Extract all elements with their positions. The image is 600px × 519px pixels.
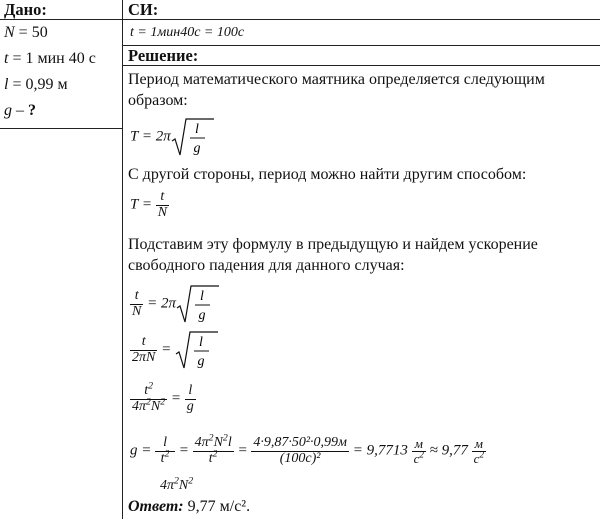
- given-n: N = 50: [4, 24, 48, 41]
- solution-paragraph-3-line-2: свободного падения для данного случая:: [128, 257, 405, 274]
- formula-period-count: T = $\frac{t}{N}$: [130, 189, 168, 220]
- svg-text:g: g: [198, 308, 206, 323]
- solution-header: Решение:: [128, 46, 199, 65]
- svg-text:g: g: [197, 354, 205, 369]
- column-divider: [122, 0, 123, 519]
- formula-equate: $\frac{t}{N}$ = 2π l g: [130, 284, 220, 324]
- solution-paragraph-1-line-2: образом:: [128, 92, 188, 109]
- formula-period-pendulum: T = 2π l g: [130, 117, 215, 157]
- formula-square: $\frac{t^2}{4\pi^2N^2}$ = $\frac{l}{g}$: [132, 380, 194, 414]
- solution-paragraph-2: С другой стороны, период можно найти другим способом:: [128, 166, 527, 183]
- svg-text:g: g: [193, 141, 201, 156]
- si-header: СИ:: [128, 0, 159, 19]
- svg-text:l: l: [200, 289, 204, 304]
- g-approx: ≈ 9,77: [429, 442, 468, 459]
- answer-value: 9,77 м/с².: [187, 498, 251, 515]
- formula-g-sub-denominator: $4\pi^2N^2$: [160, 475, 194, 493]
- solution-paragraph-1-line-1: Период математического маятника определяется следующим: [128, 71, 545, 88]
- formula-g-final: g = $\frac{l}{t^2}$ = $\frac{4\pi^2N^2l}{t^2}$ = $\frac{\text{4·9,87·50²·0,99м}}{\text{(100с)²}}$ = 9,7713 $\frac{м}{с^2}$ ≈ 9,77 $\frac{м}{с^2}$: [130, 432, 484, 466]
- si-conversion: t = 1мин40с = 100с: [130, 25, 245, 40]
- given-l: l = 0,99 м: [4, 76, 68, 93]
- given-g: g – ?: [4, 102, 36, 119]
- g-numerator-numeric: 4·9,87·50²·0,99м: [253, 435, 347, 450]
- given-header: Дано:: [4, 0, 47, 19]
- g-result: = 9,7713: [352, 442, 408, 459]
- solution-paragraph-3-line-1: Подставим эту формулу в предыдущую и найдем ускорение: [128, 236, 538, 253]
- si-header-underline: [122, 19, 600, 20]
- svg-text:l: l: [199, 335, 203, 350]
- given-t: t = 1 мин 40 с: [4, 50, 96, 67]
- svg-text:l: l: [194, 122, 199, 137]
- g-denominator-numeric: (100с)²: [279, 450, 321, 466]
- answer-line: [128, 498, 250, 516]
- given-bottom-line: [0, 128, 122, 129]
- answer-label: Ответ:: [128, 498, 184, 515]
- formula-divide: $\frac{t}{2\pi N}$ = l g: [130, 330, 219, 370]
